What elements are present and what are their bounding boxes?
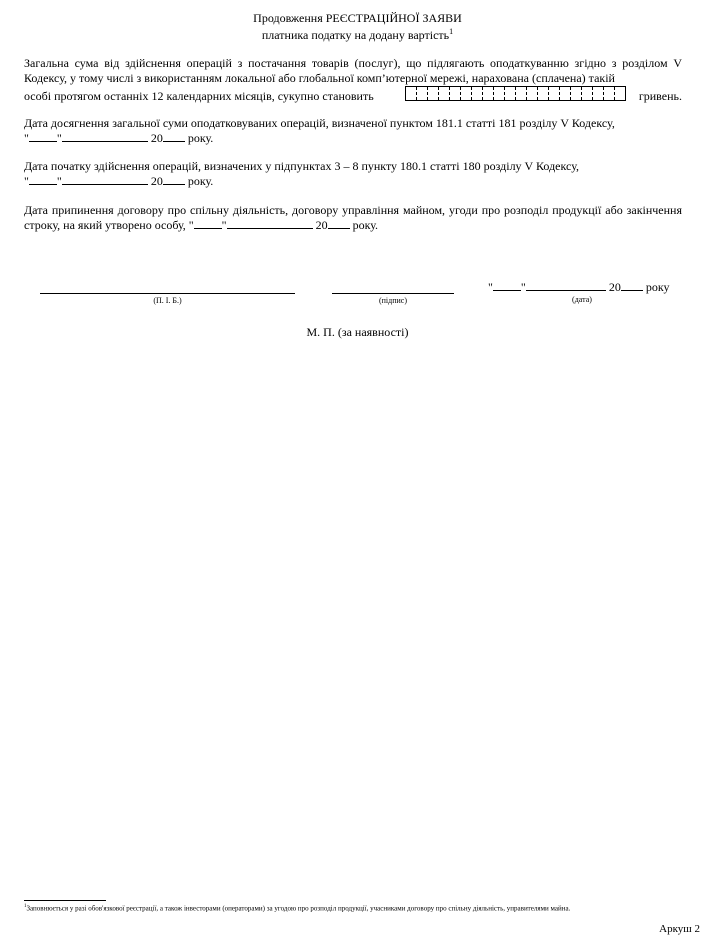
month-blank[interactable] [526,280,606,291]
start-date-text: Дата початку здійснення операцій, визначених у підпунктах 3 – 8 пункту 180.1 статті 180 розділу V Кодексу, [24,159,579,173]
footnote-divider [24,900,106,901]
footnote-ref: 1 [449,27,454,36]
footnote [24,902,700,913]
total-sum-digit-cells[interactable] [405,86,626,101]
termination-date-section [24,203,682,233]
date-caption: (дата) [572,295,592,304]
full-name-signature-field[interactable] [40,280,295,305]
total-sum-text: Загальна сума від здійснення операцій з постачання товарів (послуг), що підлягають оподаткуванню згідно з розділом V Кодексу, у тому числі з використанням локальної або глобальної комп’ютерної мережі, нарахована (сплачена) такій [24,56,682,85]
currency-unit: гривень. [638,89,682,103]
threshold-date-text: Дата досягнення загальної суми оподатковуваних операцій, визначеної пунктом 181.1 статті 181 розділу V Кодексу, [24,116,615,130]
day-blank[interactable] [493,280,521,291]
total-sum-section [24,56,682,104]
signature-caption: (підпис) [378,296,407,305]
signature-line[interactable] [332,280,454,294]
year-blank[interactable] [621,280,643,291]
form-title-line2: платника податку на додану вартість [261,28,450,42]
year-blank[interactable] [163,174,185,185]
form-title-line1: Продовження РЕЄСТРАЦІЙНОЇ ЗАЯВИ [253,11,462,25]
total-sum-text-last: особі протягом останніх 12 календарних місяців, сукупно становить [24,89,374,103]
month-blank[interactable] [62,131,148,142]
day-blank[interactable] [29,174,57,185]
stamp-place: М. П. (за наявності) [306,325,409,339]
day-blank[interactable] [29,131,57,142]
month-blank[interactable] [62,174,148,185]
form-title [0,11,715,42]
day-blank[interactable] [194,218,222,229]
full-name-caption: (П. І. Б.) [153,296,182,305]
signature-date-field[interactable]: " " 20 року (дата) [488,280,670,304]
footnote-mark: 1 [24,904,27,909]
start-date-field[interactable]: " " 20 року. [24,174,214,188]
termination-date-field[interactable]: " " 20 року. [188,218,379,232]
year-blank[interactable] [328,218,350,229]
full-name-line[interactable] [40,280,295,294]
signature-field[interactable] [332,280,454,305]
year-blank[interactable] [163,131,185,142]
sheet-number: Аркуш 2 [659,923,700,935]
threshold-date-section [24,116,682,146]
start-date-section [24,159,682,189]
month-blank[interactable] [227,218,313,229]
threshold-date-field[interactable]: " " 20 року. [24,131,214,145]
footnote-text: Заповнюється у разі обов'язкової реєстрації, а також інвесторами (операторами) за угодою про розподіл продукції, учасниками договору про спільну діяльність, управителями майна. [26,904,571,913]
termination-date-text: Дата припинення договору про спільну діяльність, договору управління майном, угоди про розподіл продукції або закінчення строку, на який утворено особу, [24,203,682,232]
